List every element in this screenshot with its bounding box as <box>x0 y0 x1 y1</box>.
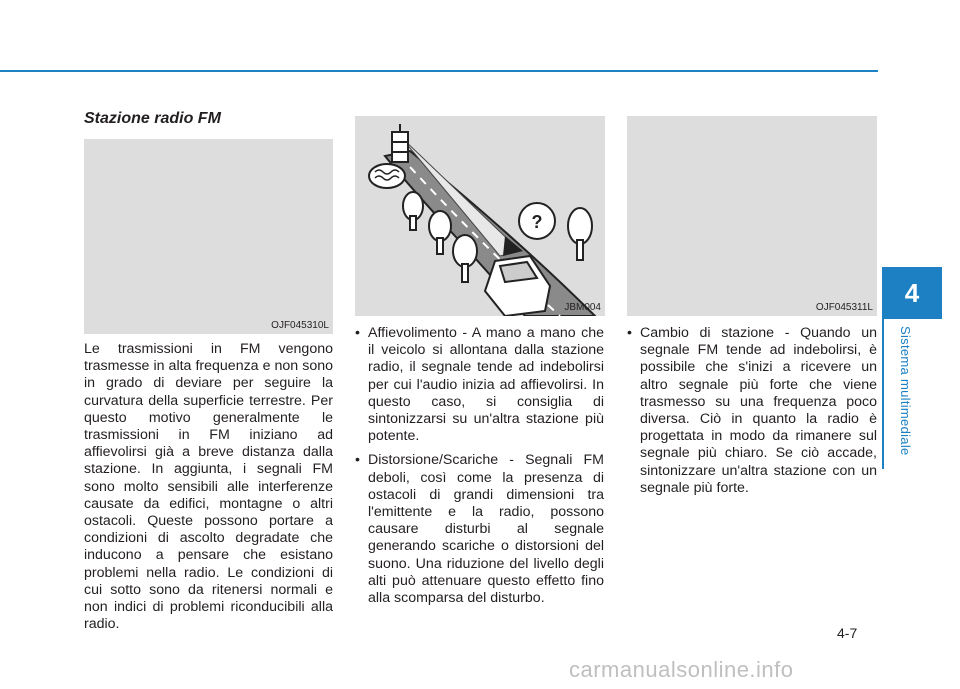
list-item: • Cambio di stazione - Quando un segnale FM tende ad indebolirsi, è possibile che s'inizi a ricevere un altro segnale più forte che viene trasmesso su una frequenza poco diversa. Ciò in quanto la radio è progettata in modo da rimanere sul segnale più chiaro. Se ciò accade, sintonizzare un'altra stazione con un segnale più forte. <box>627 325 877 497</box>
chapter-number-tab[interactable]: 4 <box>882 267 942 319</box>
footer-watermark: carmanualsonline.info <box>569 657 794 682</box>
intro-paragraph: Le trasmissioni in FM vengono trasmesse in alta frequenza e non sono in grado di deviare per seguire la curvatura della superficie terrestre. Per questo motivo generalmente le trasmissioni in FM iniziano ad affievolirsi già a breve distanza dalla stazione. In aggiunta, i segnali FM sono molto sensibili alle interferenze causate da edifici, montagne o altri ostacoli. Queste possono portare a condizioni di ascolto degradate che inducono a pensare che esistano problemi nella radio. Le condizioni di cui sotto sono da ritenersi normali e non indici di problemi riconducibili alla radio. <box>84 341 333 633</box>
right-bullet-list <box>627 325 877 504</box>
signal-waves-icon <box>369 164 405 188</box>
header-rule <box>0 70 878 72</box>
list-item: • Distorsione/Scariche - Segnali FM deboli, così come la presenza di ostacoli di grandi dimensioni tra l'emittente e la radio, possono causare disturbi al segnale generando scariche o distorsioni del suono. Una riduzione del livello degli alti può attenuare questo effetto fino alla scomparsa del disturbo. <box>355 452 604 607</box>
page-number: 4-7 <box>837 625 858 641</box>
question-bubble-icon <box>519 203 555 239</box>
section-title: Stazione radio FM <box>84 110 221 127</box>
figure-code: OJF045310L <box>271 320 329 331</box>
list-item: • Affievolimento - A mano a mano che il veicolo si allontana dalla stazione radio, il segnale tende ad indebolirsi per cui l'audio inizia ad affievolirsi. In questo caso, si consiglia di sintonizzarsi su un'altra stazione più potente. <box>355 325 604 445</box>
radio-tower-icon <box>392 124 408 162</box>
chapter-label: Sistema multimediale <box>898 326 913 456</box>
figure-fm-broadcast <box>84 139 333 334</box>
fading-illustration-drawing <box>355 116 605 316</box>
figure-station-change <box>627 116 877 316</box>
svg-text:?: ? <box>531 212 543 232</box>
figure-code: OJF045311L <box>815 302 873 313</box>
figure-code: JBM004 <box>564 302 601 313</box>
figure-fading-illustration <box>355 116 605 316</box>
center-bullet-list <box>355 325 604 614</box>
